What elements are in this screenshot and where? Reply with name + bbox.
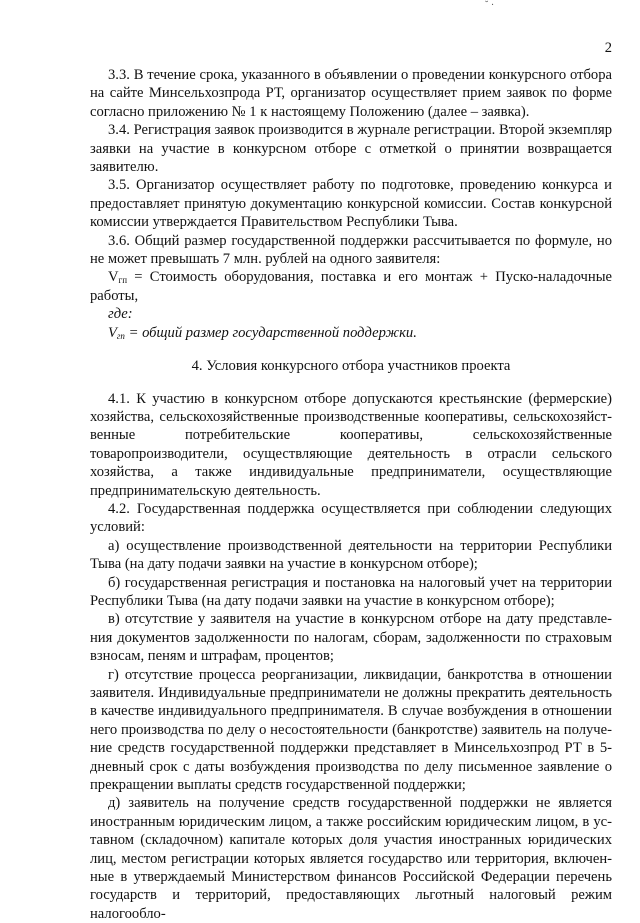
paragraph-3-3: 3.3. В течение срока, указанного в объявлении о проведении конкурсного отбора на сайте Минсельхозпрода РТ, организатор осуществляет прием заявок по форме согласно приложению № 1 к настоящему Положению (далее – заявка).: [90, 67, 612, 120]
paragraph-3-5: 3.5. Организатор осуществляет работу по подготовке, проведению конкурса и предоставляет принятую документацию конкурсной комиссии. Состав конкурсной комиссии утверждается Правительством Республики Тыва.: [90, 177, 612, 231]
where-subscript: гп: [116, 330, 125, 341]
formula-subscript: гп: [118, 275, 128, 286]
condition-v: в) отсутствие у заявителя на участие в конкурсном отборе на дату представления документов задолженности по налогам, сборам, задолженности по страховым взносам, пеням и штрафам, процентов;: [90, 611, 612, 665]
document-body: [90, 66, 612, 923]
corner-mark: ˘ ·: [485, 0, 495, 11]
formula-variable: V: [108, 269, 119, 286]
section-heading-4: 4. Условия конкурсного отбора участников проекта: [191, 358, 511, 375]
formula-line: [90, 268, 612, 305]
condition-a: а) осуществление производственной деятельности на территории Республики Тыва (на дату подачи заявки на участие в конкурсном отборе);: [90, 537, 612, 573]
paragraph-3-6: 3.6. Общий размер государственной поддержки рассчитывается по формуле, но не может превышать 7 млн. рублей на одного заявителя:: [90, 232, 612, 268]
where-definition: [90, 324, 612, 342]
paragraph-3-4: 3.4. Регистрация заявок производится в журнале регистрации. Второй экземпляр заявки на участие в конкурсном отборе с отметкой о принятии возвращается заявителю.: [90, 122, 612, 176]
formula-expression: = Стоимость оборудования, поставка и его монтаж + Пуско-наладочные работы,: [90, 269, 612, 304]
paragraph-4-2: 4.2. Государственная поддержка осуществляется при соблюдении следующих условий:: [90, 500, 612, 536]
where-variable: V: [108, 324, 117, 341]
where-label: где:: [108, 306, 133, 323]
paragraph-4-1: 4.1. К участию в конкурсном отборе допускаются крестьянские (фермерские) хозяйства, сельскохозяйственные производственные кооперативы, сельскохозяйственные потребительские кооперативы, сельскохозяйственные товаропроизводители, осуществляющие деятельность в отрасли сельского хозяйства, а также индивидуальные предприниматели, осуществляющие предпринимательскую деятельность.: [90, 390, 612, 499]
condition-b: б) государственная регистрация и постановка на налоговый учет на территории Республики Тыва (на дату подачи заявки на участие в конкурсном отборе);: [90, 574, 612, 609]
page-number: 2: [604, 40, 612, 56]
condition-d: д) заявитель на получение средств государственной поддержки не является иностранным юридическим лицом, а также российским юридическим лицом, в уставном (складочном) капитале которых доля участия иностранных юридических лиц, местом регистрации которых является государство или территория, включенные в утверждаемый Министерством финансов Российской Федерации перечень государств и территорий, предоставляющих льготный налоговый режим налогообло-: [90, 795, 612, 922]
where-expression: = общий размер государственной поддержки.: [124, 324, 417, 341]
condition-g: г) отсутствие процесса реорганизации, ликвидации, банкротства в отношении заявителя. Индивидуальные предприниматели не должны прекратить деятельность в качестве индивидуального предпринимателя. В случае возбуждения в отношении него производства по делу о несостоятельности (банкротстве) заявитель на получение средств государственной поддержки представляет в Минсельхозпрод РТ в 5-дневный срок с даты возбуждения производства по делу письменное заявление о прекращении выплаты средств государственной поддержки;: [90, 666, 612, 794]
